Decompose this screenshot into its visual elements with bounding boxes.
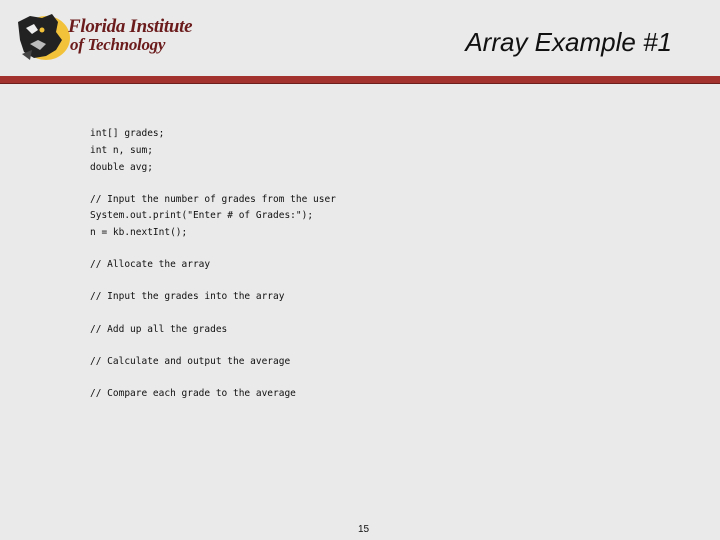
code-line: int n, sum; bbox=[90, 145, 153, 156]
header-divider-shadow bbox=[0, 83, 720, 84]
code-line: System.out.print("Enter # of Grades:"); bbox=[90, 210, 314, 221]
fit-logo bbox=[12, 10, 192, 64]
code-line: // Input the grades into the array bbox=[90, 291, 285, 302]
slide-title: Array Example #1 bbox=[465, 27, 672, 57]
code-line: int[] grades; bbox=[90, 128, 165, 139]
logo-text-line1: Florida Institute bbox=[68, 16, 193, 37]
panther-mascot-icon bbox=[12, 10, 72, 64]
code-line: double avg; bbox=[90, 162, 153, 173]
code-line: // Input the number of grades from the user bbox=[90, 194, 336, 205]
slide-header bbox=[0, 0, 720, 76]
header-divider bbox=[0, 76, 720, 83]
code-line: // Allocate the array bbox=[90, 259, 211, 270]
code-line: // Add up all the grades bbox=[90, 324, 228, 335]
page-number: 15 bbox=[358, 524, 370, 535]
logo-text-line2: of Technology bbox=[70, 35, 166, 54]
code-line: // Calculate and output the average bbox=[90, 356, 291, 367]
code-line: n = kb.nextInt(); bbox=[90, 227, 188, 238]
code-line: // Compare each grade to the average bbox=[90, 388, 296, 399]
